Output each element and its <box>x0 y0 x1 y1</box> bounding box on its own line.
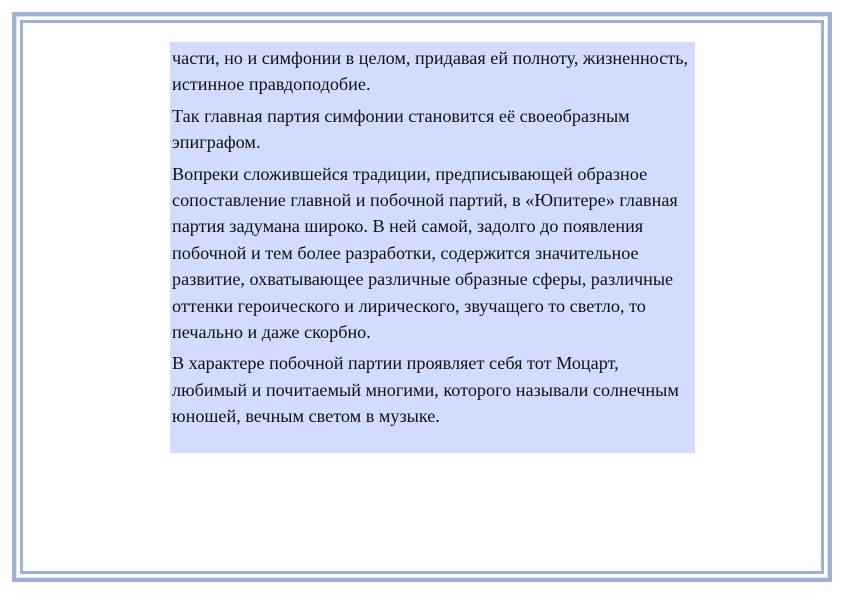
paragraph-2: Так главная партия симфонии становится её своеобразным эпиграфом. <box>172 105 630 153</box>
text-block <box>170 42 695 453</box>
paragraph-4: В характере побочной партии проявляет себя тот Моцарт, любимый и почитаемый многими, которого называли солнечным юношей, вечным светом в музыке. <box>172 353 679 427</box>
paragraph-1: части, но и симфонии в целом, придавая ей полноту, жизненность, истинное правдоподобие. <box>172 48 689 95</box>
paragraph-3: Вопреки сложившейся традиции, предписывающей образное сопоставление главной и побочной партий, в «Юпитере» главная партия задумана широко. В ней самой, задолго до появления побочной и тем более разработки, содержится значительное развитие, охватывающее различные образные сферы, различные оттенки героического и лирического, звучащего то светло, то печально и даже скорбно. <box>172 163 678 343</box>
